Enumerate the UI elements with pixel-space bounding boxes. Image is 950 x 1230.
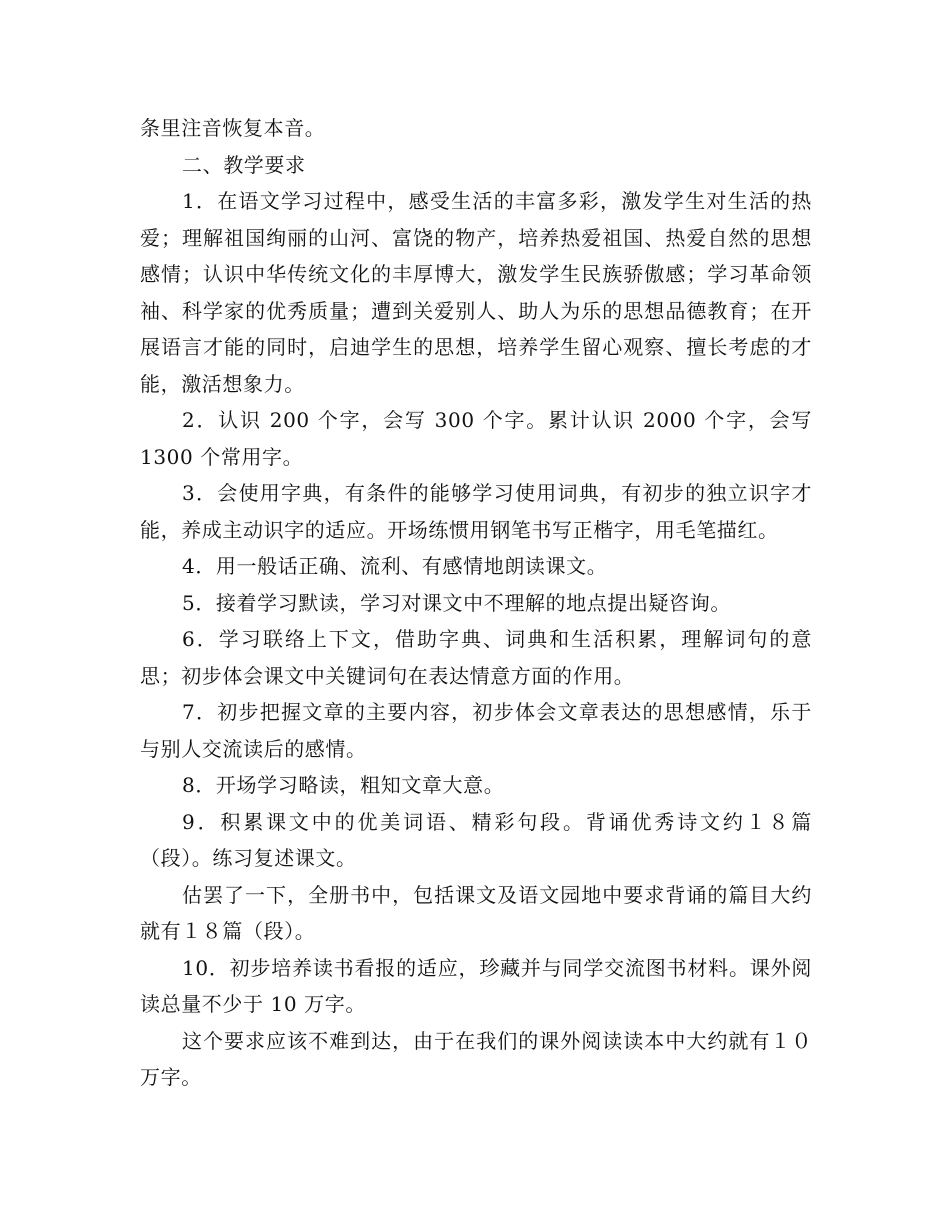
- section-heading: 二、教学要求: [182, 152, 306, 177]
- requirement-1: 1．在语文学习过程中，感受生活的丰富多彩，激发学生对生活的热爱；理解祖国绚丽的山河、富饶的物产，培养热爱祖国、热爱自然的思想感情；认识中华传统文化的丰厚博大，激发学生民族骄傲感；学习革命领袖、科学家的优秀质量；遭到关爱别人、助人为乐的思想品德教育；在开展语言才能的同时，启迪学生的思想，培养学生留心观察、擅长考虑的才能，激活想象力。: [140, 189, 812, 396]
- requirement-2: 2．认识 200 个字，会写 300 个字。累计认识 2000 个字，会写 1300 个常用字。: [140, 408, 812, 469]
- requirement-7: 7．初步把握文章的主要内容，初步体会文章表达的思想感情，乐于与别人交流读后的感情。: [140, 700, 812, 761]
- requirement-8: 8．开场学习略读，粗知文章大意。: [182, 773, 505, 797]
- paragraph-continuation: 条里注音恢复本音。: [140, 116, 326, 140]
- document-body: [140, 110, 812, 1096]
- requirement-5: 5．接着学习默读，学习对课文中不理解的地点提出疑咨询。: [182, 590, 731, 615]
- requirement-4: 4．用一般话正确、流利、有感情地朗读课文。: [182, 554, 608, 578]
- requirement-10-note: 这个要求应该不难到达，由于在我们的课外阅读读本中大约就有１０万字。: [140, 1028, 812, 1089]
- requirement-10: 10．初步培养读书看报的适应，珍藏并与同学交流图书材料。课外阅读总量不少于 10 万字。: [140, 955, 812, 1016]
- requirement-3: 3．会使用字典，有条件的能够学习使用词典，有初步的独立识字才能，养成主动识字的适应。开场练惯用钢笔书写正楷字，用毛笔描红。: [140, 481, 812, 542]
- requirement-9-note: 估罢了一下，全册书中，包括课文及语文园地中要求背诵的篇目大约就有１８篇（段）。: [140, 882, 812, 943]
- requirement-9: 9．积累课文中的优美词语、精彩句段。背诵优秀诗文约１８篇（段）。练习复述课文。: [140, 809, 812, 870]
- requirement-6: 6．学习联络上下文，借助字典、词典和生活积累，理解词句的意思；初步体会课文中关键词句在表达情意方面的作用。: [140, 627, 812, 688]
